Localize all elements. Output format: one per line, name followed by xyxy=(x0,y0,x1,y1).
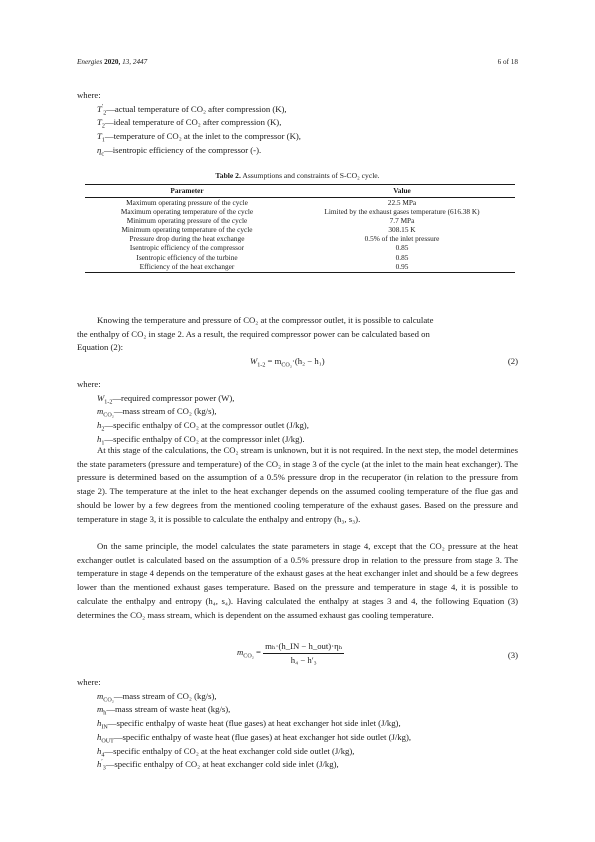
definition-item xyxy=(97,392,518,406)
eq3-lhs: m xyxy=(237,647,244,657)
definition-symbol-sup: ′ xyxy=(101,759,103,766)
eq2-rest: ·(h₂ − h₁) xyxy=(291,356,325,366)
value-cell: 0.95 xyxy=(289,262,515,273)
definition-item xyxy=(97,103,518,117)
paragraph-text: At this stage of the calculations, the CO₂ stream is unknown, but it is not required. In the next step, the model determines the state parameters (pressure and temperature) of the CO₂ in stage 3 of the cycle (at the inlet to the main heat exchanger). The pressure is determined based on the assumption of a 0.5% pressure drop in the recuperator (in relation to the pressure from stage 2). The temperature at the inlet to the heat exchanger depends on the assumed cooling temperature of the flue gas and should be lower by a few degrees from the mentioned cooling temperature of the exhaust gases. Based on the pressure and temperature in stage 3, it is possible to calculate the enthalpy and entropy (h₃, s₃). xyxy=(77,445,518,524)
parameter-cell: Efficiency of the heat exchanger xyxy=(85,262,289,273)
definition-item xyxy=(97,116,518,130)
table-row xyxy=(85,253,515,262)
paragraph-stage3 xyxy=(77,444,518,526)
assumptions-table xyxy=(85,184,515,273)
definition-item xyxy=(97,144,518,158)
table-caption xyxy=(77,171,518,180)
definition-item xyxy=(97,405,518,419)
definition-text: —isentropic efficiency of the compressor (-). xyxy=(104,144,262,155)
definition-text: —specific enthalpy of CO₂ at the compressor outlet (J/kg), xyxy=(104,420,309,431)
definition-text: —specific enthalpy of CO₂ at the heat exchanger cold side outlet (J/kg), xyxy=(104,745,355,756)
table-row xyxy=(85,225,515,234)
definition-symbol-sub: CO₂ xyxy=(103,413,114,420)
table-row xyxy=(85,216,515,225)
symbol-definitions-3 xyxy=(77,690,518,772)
definition-symbol: m xyxy=(97,704,104,715)
value-cell: 22.5 MPa xyxy=(387,198,417,207)
definition-text: —temperature of CO₂ at the inlet to the compressor (K), xyxy=(104,131,301,142)
equation-2-body xyxy=(250,356,325,369)
definition-text: —mass stream of CO₂ (kg/s), xyxy=(113,406,217,417)
definition-symbol-sub: c xyxy=(101,151,105,158)
value-cell: 0.5% of the inlet pressure xyxy=(364,234,440,244)
definition-symbol: W xyxy=(97,392,105,403)
eq3-denominator: h₄ − h′₃ xyxy=(290,655,317,665)
definition-symbol-sub: 2 xyxy=(101,426,105,433)
definition-text: —specific enthalpy of waste heat (flue gases) at heat exchanger hot side inlet (J/kg), xyxy=(107,718,401,729)
where-block-1 xyxy=(77,89,518,158)
definition-text: —mass stream of CO₂ (kg/s), xyxy=(113,690,217,701)
journal-name: Energies xyxy=(77,58,103,66)
table-row xyxy=(85,243,515,252)
definition-text: —ideal temperature of CO₂ after compression (K), xyxy=(104,117,282,128)
definition-symbol-sub: h xyxy=(103,711,107,718)
text-line: Equation (2): xyxy=(77,342,124,353)
parameter-cell: Minimum operating pressure of the cycle xyxy=(126,216,248,226)
definition-symbol-sub: 2 xyxy=(103,110,107,117)
where-label: where: xyxy=(77,677,101,687)
eq3-fraction xyxy=(263,641,344,665)
definition-item xyxy=(97,703,518,717)
equation-3-number: (3) xyxy=(507,650,518,660)
definition-symbol: m xyxy=(97,406,104,417)
article-number: 2447 xyxy=(132,58,148,66)
definition-symbol-sup: ′ xyxy=(101,103,104,110)
text-line: Knowing the temperature and pressure of CO₂ at the compressor outlet, it is possible to calculate xyxy=(97,315,434,325)
table-label: Table 2. xyxy=(215,171,241,180)
parameter-cell: Pressure drop during the heat exchange xyxy=(129,234,245,244)
definition-symbol: T xyxy=(97,117,102,128)
definition-item xyxy=(97,419,518,433)
eq3-numerator: mₕ·(h_IN − h_out)·ηₕ xyxy=(263,641,344,654)
definition-text: —actual temperature of CO₂ after compression (K), xyxy=(106,103,287,114)
value-cell: 308.15 K xyxy=(388,225,416,235)
eq2-lhs-sub: 1-2 xyxy=(257,362,266,369)
definition-item xyxy=(97,758,518,772)
definition-symbol-sub: 1-2 xyxy=(104,399,113,406)
equation-2 xyxy=(77,356,518,370)
definition-symbol-sub: 3 xyxy=(102,765,106,772)
text-line: the enthalpy of CO₂ in stage 2. As a result, the required compressor power can be calculated based on xyxy=(77,328,430,339)
value-cell: 0.85 xyxy=(395,252,409,262)
definition-item xyxy=(97,731,518,745)
definition-item xyxy=(97,717,518,731)
definition-item xyxy=(97,745,518,759)
definition-symbol: T xyxy=(97,103,102,114)
value-cell: 0.85 xyxy=(395,243,409,253)
where-label: where: xyxy=(77,379,101,389)
definition-symbol: h xyxy=(97,420,102,431)
definition-text: —specific enthalpy of CO₂ at the compressor inlet (J/kg). xyxy=(104,433,305,444)
symbol-definitions-2 xyxy=(77,392,518,447)
definition-symbol-sub: 1 xyxy=(101,440,105,447)
value-cell: Limited by the exhaust gases temperature (616.38 K) xyxy=(324,207,480,217)
eq3-lhs-sub: CO₂ xyxy=(243,653,254,660)
parameter-cell: Maximum operating temperature of the cycle xyxy=(120,207,254,217)
definition-text: —specific enthalpy of CO₂ at heat exchanger cold side inlet (J/kg), xyxy=(105,759,339,770)
where-block-3 xyxy=(77,676,518,772)
definition-symbol: h xyxy=(97,718,102,729)
parameter-cell: Minimum operating temperature of the cycle xyxy=(121,225,253,235)
header-value: Value xyxy=(289,185,515,198)
running-header xyxy=(77,58,147,66)
parameter-cell: Isentropic efficiency of the turbine xyxy=(136,252,238,262)
definition-symbol: η xyxy=(97,144,102,155)
definition-symbol: m xyxy=(97,690,104,701)
table-header-row xyxy=(85,185,515,198)
definition-symbol: h xyxy=(97,433,102,444)
eq2-rhs-sub: CO₂ xyxy=(281,362,292,369)
definition-symbol-sub: OUT xyxy=(101,738,114,745)
where-block-2 xyxy=(77,378,518,447)
definition-symbol: h xyxy=(97,731,102,742)
table-row xyxy=(85,234,515,243)
definition-symbol-sub: CO₂ xyxy=(103,697,114,704)
parameter-cell: Maximum operating pressure of the cycle xyxy=(126,198,248,207)
table-row xyxy=(85,262,515,273)
parameter-cell: Isentropic efficiency of the compressor xyxy=(129,243,245,253)
definition-text: —mass stream of waste heat (kg/s), xyxy=(106,704,231,715)
equation-3-body: $m_{CO_2}$ = $\frac{\text{mₕ·(h\_IN − h\_out)·ηₕ}}{\text{h₄ − h′₃}}$ xyxy=(237,641,343,665)
paragraph-stage4 xyxy=(77,540,518,622)
definition-symbol: T xyxy=(97,131,102,142)
definition-symbol-sub: 2 xyxy=(101,124,105,131)
paragraph-text: On the same principle, the model calculates the state parameters in stage 4, except that the CO₂ pressure at the heat exchanger outlet is calculated based on the assumption of a 0.5% pressure drop in relation to the pressure from stage 3. The temperature in stage 4 depends on the temperature of the exhaust gases at the heat exchanger inlet and should be a few degrees lower than the mentioned exhaust gases temperature. Based on the pressure and temperature in stage 4, it is possible to calculate the enthalpy and entropy (h₄, s₄). Having calculated the enthalpy at stages 3 and 4, the following Equation (3) determines the CO₂ mass stream, which is dependent on the assumed exhaust gas cooling temperature. xyxy=(77,541,518,620)
equation-2-number: (2) xyxy=(507,356,518,366)
definition-symbol-sub: 1 xyxy=(101,137,105,144)
table-row xyxy=(85,207,515,216)
definition-item xyxy=(97,690,518,704)
symbol-definitions-1 xyxy=(77,103,518,158)
page-number: 6 of 18 xyxy=(497,58,518,66)
eq2-rhs: = m xyxy=(265,356,282,366)
journal-volume: 13, xyxy=(122,58,132,66)
definition-text: —specific enthalpy of waste heat (flue gases) at heat exchanger hot side outlet (J/kg), xyxy=(113,731,412,742)
eq2-lhs: W xyxy=(250,356,258,366)
header-parameter: Parameter xyxy=(85,185,289,198)
definition-text: —required compressor power (W), xyxy=(112,392,235,403)
definition-symbol: h xyxy=(97,745,102,756)
where-label: where: xyxy=(77,90,101,100)
paragraph-enthalpy-stage2 xyxy=(77,314,518,355)
definition-symbol: h xyxy=(97,759,102,770)
journal-year: 2020, xyxy=(104,58,121,66)
definition-symbol-sub: 4 xyxy=(101,752,105,759)
table-caption-text: Assumptions and constraints of S-CO₂ cycle. xyxy=(242,171,380,180)
value-cell: 7.7 MPa xyxy=(389,216,415,226)
table-row xyxy=(85,198,515,208)
definition-item xyxy=(97,130,518,144)
equation-3 xyxy=(77,641,518,671)
definition-symbol-sub: IN xyxy=(101,724,108,731)
